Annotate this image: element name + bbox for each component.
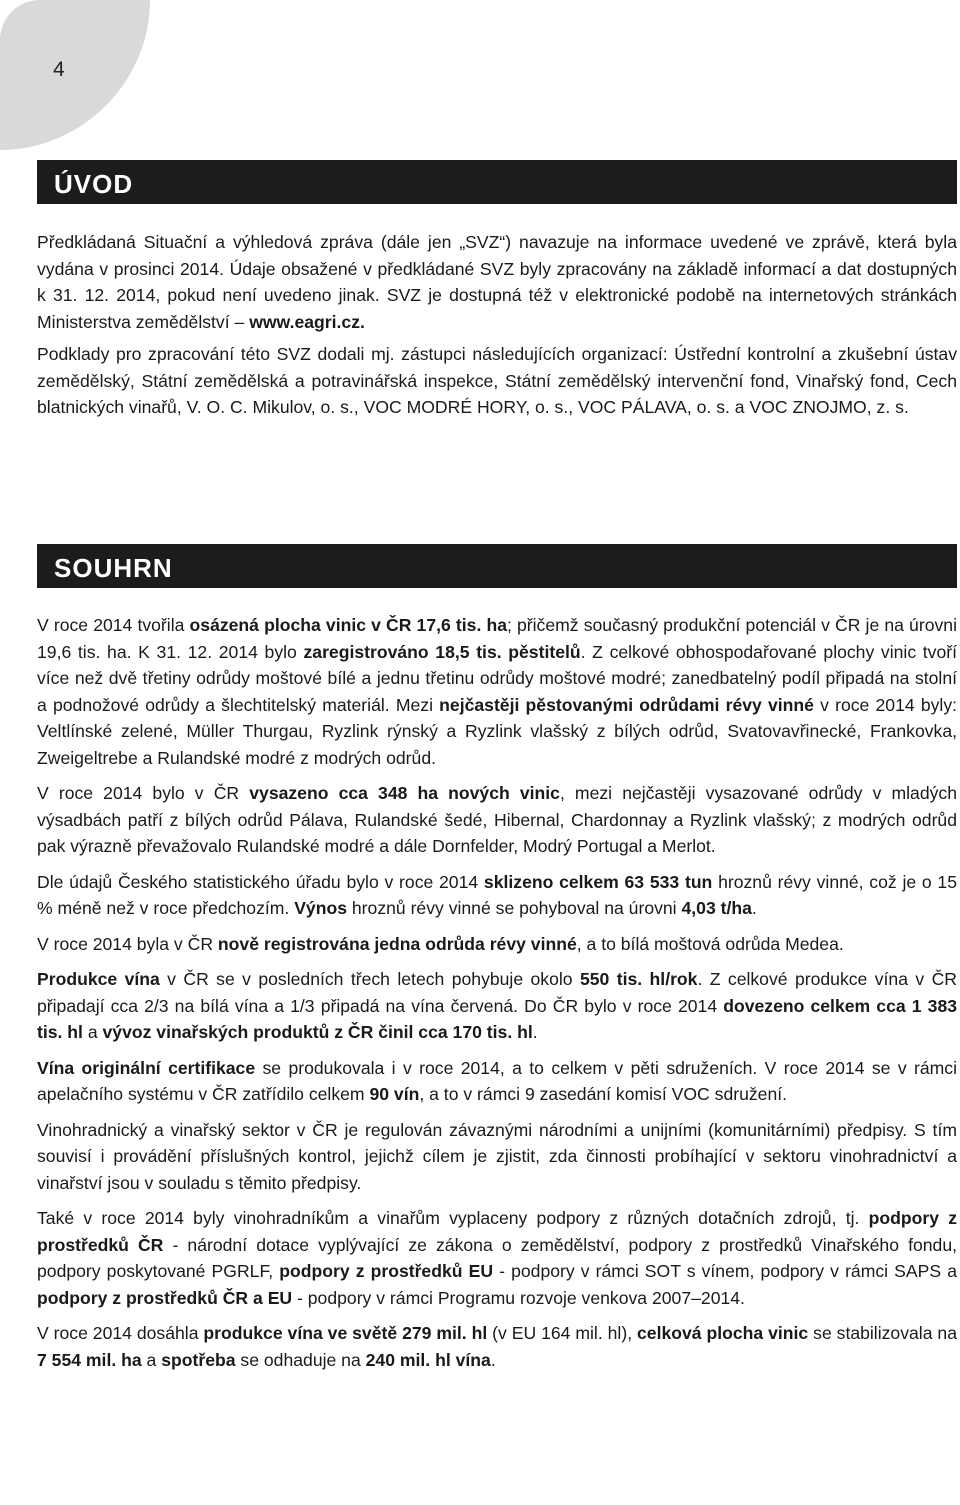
paragraph: Produkce vína v ČR se v posledních třech letech pohybuje okolo 550 tis. hl/rok. Z celkové produkce vína v ČR připadají cca 2/3 na bílá vína a 1/3 připadá na vína červená. Do ČR bylo v roce 2014 dovezeno celkem cca 1 383 tis. hl a vývoz vinařských produktů z ČR činil cca 170 tis. hl. (37, 969, 958, 1042)
paragraph: V roce 2014 bylo v ČR vysazeno cca 348 ha nových vinic, mezi nejčastěji vysazované odrůdy v mladých výsadbách patří z bílých odrůd Pálava, Rulandské šedé, Hibernal, Chardonnay a Ryzlink vlašský; z modrých odrůd pak výrazně převažovalo Rulandské modré a dále Dornfelder, Modrý Portugal a Merlot. (37, 783, 957, 856)
paragraph: Dle údajů Českého statistického úřadu bylo v roce 2014 sklizeno celkem 63 533 tun hroznů révy vinné, což je o 15 % méně než v roce předchozím. Výnos hroznů révy vinné se pohyboval na úrovni 4,03 t/ha. (37, 871, 958, 918)
souhrn-section (37, 612, 957, 1382)
paragraph: V roce 2014 tvořila osázená plocha vinic v ČR 17,6 tis. ha; přičemž současný produkční potenciál v ČR je na úrovni 19,6 tis. ha. K 31. 12. 2014 bylo zaregistrováno 18,5 tis. pěstitelů. Z celkové obhospodařované plochy vinic tvoří více než dvě třetiny odrůdy moštové bílé a jednu třetinu odrůdy moštové modré; zanedbatelný podíl připadá na stolní a podnožové odrůdy a šlechtitelský materiál. Mezi nejčastěji pěstovanými odrůdami révy vinné v roce 2014 byly: Veltlínské zelené, Müller Thurgau, Ryzlink rýnský a Ryzlink vlašský z bílých odrůd, Svatovavřinecké, Frankovka, Zweigeltrebe a Rulandské modré z modrých odrůd. (37, 615, 958, 768)
paragraph: V roce 2014 byla v ČR nově registrována jedna odrůda révy vinné, a to bílá moštová odrůda Medea. (37, 933, 844, 954)
section-heading-uvod: ÚVOD (37, 160, 957, 204)
paragraph: Také v roce 2014 byly vinohradníkům a vinařům vyplaceny podpory z různých dotačních zdrojů, tj. podpory z prostředků ČR - národní dotace vyplývající ze zákona o zemědělství, podpory z prostředků Vinařského fondu, podpory poskytované PGRLF, podpory z prostředků EU - podpory v rámci SOT s vínem, podpory v rámci SAPS a podpory z prostředků ČR a EU - podpory v rámci Programu rozvoje venkova 2007–2014. (37, 1208, 957, 1308)
uvod-section (37, 229, 957, 427)
eagri-link[interactable]: www.eagri.cz. (249, 311, 365, 332)
section-heading-souhrn: SOUHRN (37, 544, 957, 588)
paragraph: Podklady pro zpracování této SVZ dodali mj. zástupci následujících organizací: Ústřední kontrolní a zkušební ústav zemědělský, Státní zemědělská a potravinářská inspekce, Státní zemědělský intervenční fond, Vinařský fond, Cech blatnických vinařů, V. O. C. Mikulov, o. s., VOC MODRÉ HORY, o. s., VOC PÁLAVA, o. s. a VOC ZNOJMO, z. s. (37, 344, 957, 417)
paragraph: Předkládaná Situační a výhledová zpráva (dále jen „SVZ“) navazuje na informace uvedené ve zprávě, která byla vydána v prosinci 2014. Údaje obsažené v předkládané SVZ byly zpracovány na základě informací a dat dostupných k 31. 12. 2014, pokud není uvedeno jinak. SVZ je dostupná též v elektronické podobě na internetových stránkách Ministerstva zemědělství – www.eagri.cz. (37, 232, 957, 332)
page-corner-decoration (0, 0, 150, 150)
page-number: 4 (53, 58, 65, 81)
paragraph: V roce 2014 dosáhla produkce vína ve světě 279 mil. hl (v EU 164 mil. hl), celková plocha vinic se stabilizovala na 7 554 mil. ha a spotřeba se odhaduje na 240 mil. hl vína. (37, 1323, 957, 1370)
paragraph: Vína originální certifikace se produkovala i v roce 2014, a to celkem v pěti sdruženích. V roce 2014 se v rámci apelačního systému v ČR zatřídilo celkem 90 vín, a to v rámci 9 zasedání komisí VOC sdružení. (37, 1057, 957, 1104)
paragraph: Vinohradnický a vinařský sektor v ČR je regulován závaznými národními a unijními (komunitárními) předpisy. S tím souvisí i provádění příslušných kontrol, jejichž cílem je zjistit, zda činnosti probíhající v sektoru vinohradnictví a vinařství jsou v souladu s těmito předpisy. (37, 1119, 957, 1193)
